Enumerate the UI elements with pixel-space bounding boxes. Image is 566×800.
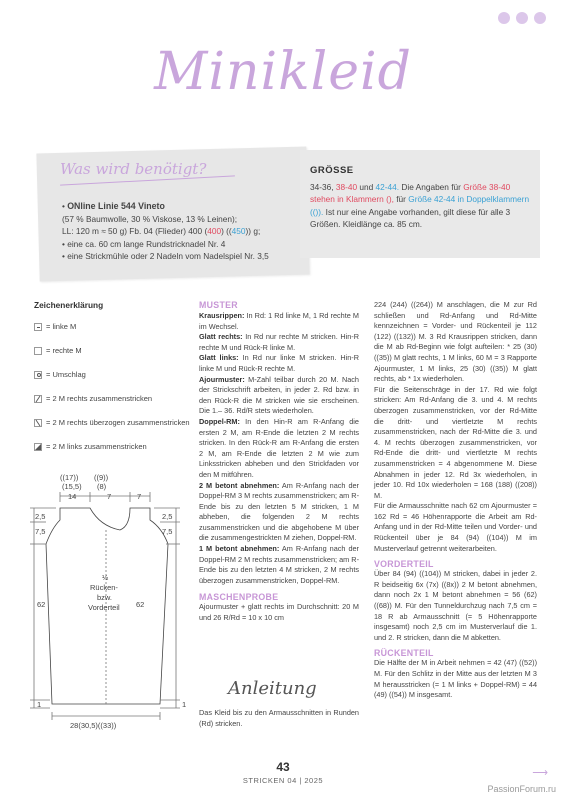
- schematic-label: 28(30,5)((33)): [70, 721, 117, 730]
- p2tog-icon: [34, 443, 42, 451]
- schematic-label: ((17)): [60, 473, 79, 482]
- k2tog-icon: [34, 395, 42, 403]
- ssk-icon: [34, 419, 42, 427]
- watermark: PassionForum.ru: [487, 784, 556, 794]
- legend-title: Zeichenerklärung: [34, 300, 104, 310]
- yarn-ball-icon: [534, 12, 546, 24]
- muster-paragraph: Ajourmuster: M-Zahl teilbar durch 20 M. Nach der Strickschrift arbeiten, in jeder 2. Rd bzw. in den Rück-R die M stricken wie sie erscheinen. Die 1.– 36. Rd/R stets wiederholen.: [199, 374, 359, 416]
- section-heading: RÜCKENTEIL: [374, 648, 434, 659]
- muster-paragraph: 1 M betont abnehmen: Am R-Anfang nach der Doppel-RM 2 M rechts zusammenstricken; am R-Ende bis zu den letzten 4 M stricken, 2 M rechts überzogen zusammenstricken, Doppel-RM.: [199, 544, 359, 585]
- page-title: Minikleid: [154, 42, 412, 102]
- schematic-label: 2,5: [35, 512, 46, 521]
- legend-item: = rechte M: [34, 346, 82, 355]
- muster-paragraph: 2 M betont abnehmen: Am R-Anfang nach der Doppel-RM 3 M rechts zusammenstricken; am R-Ende bis zu den letzten 5 M stricken, 1 M abheben, die folgenden 2 M rechts zusammenstricken und die abgehobene M über die zusammengestrickten M ziehen, Doppel-RM.: [199, 480, 359, 543]
- yarn-ball-icon: [498, 12, 510, 24]
- instruction-paragraph: 224 (244) ((264)) M anschlagen, die M zur Rd schließen und Rd-Anfang und Rd-Mitte kennzeichnen = Vorder- und Rückenteil je 112 (122) ((132)) M. 3 Rd Krausrippen stricken, dann die M ab Rd-Beginn wie folgt aufteilen: * 25 (30) ((35)) M glatt rechts, 1 M links, 60 M = 3 Rapporte Ajourmuster, 1 M links, 25 (30) ((35)) M glatt rechts, ab * 1x wiederholen.: [374, 300, 537, 384]
- section-heading: MASCHENPROBE: [199, 592, 279, 603]
- section-heading: VORDERTEIL: [374, 559, 434, 570]
- schematic-label: 14: [68, 492, 77, 501]
- anleitung-text: Das Kleid bis zu den Armausschnitten in Runden (Rd) stricken.: [199, 708, 359, 728]
- legend-item: = 2 M links zusammenstricken: [34, 442, 147, 451]
- size-text: 34-36, 38-40 und 42-44. Die Angaben für Größe 38-40 stehen in Klammern (), für Größe 42-44 in Doppelklammern (()). Ist nur eine Angabe vorhanden, gilt diese für alle 3 Größen. Kleidlänge ca. 85 cm.: [310, 182, 530, 230]
- schematic-label: bzw.: [97, 593, 113, 602]
- schematic-label: 2,5: [162, 512, 173, 521]
- muster-paragraph: Glatt rechts: In Rd nur rechte M stricken. Hin-R rechte M und Rück-R linke M.: [199, 332, 360, 352]
- instruction-paragraph: Für die Seitenschräge in der 17. Rd wie folgt stricken: Am Rd-Anfang die 3. und 4. M rechts überzogen zusammenstricken, vor der Rd-Mitte die dritt- und viertletzte M rechts zusammenstricken, nach der Rd-Mitte die 3. und 4. M rechts überzogen zusammenstricken, vor Rd-Ende die dritt- und viertletzte M rechts zusammenstricken = 4 abgenommene M. Diese Abnahmen in jeder 12. Rd 3x wiederholen, in jeder 10. Rd 10x wiederholen = 168 (188) ((208)) M.: [374, 384, 537, 500]
- knit-symbol-icon: [34, 347, 42, 355]
- size-heading: GRÖSSE: [310, 165, 354, 176]
- schematic-label: 62: [37, 600, 46, 609]
- materials-text: • ONline Linie 544 Vineto (57 % Baumwolle, 30 % Viskose, 13 % Leinen); LL: 120 m ≈ 50 g) Fb. 04 (Flieder) 400 (400) ((450)) g; • eine ca. 60 cm lange Rundstricknadel Nr. 4 • eine Strickmühle oder 2 Nadeln vom Nadelspiel Nr. 3,5: [62, 201, 269, 262]
- magazine-name: STRICKEN 04 | 2025: [242, 776, 324, 785]
- instructions-column: [374, 300, 537, 701]
- muster-paragraph: Glatt links: In Rd nur linke M stricken. Hin-R linke M und Rück-R rechte M.: [199, 353, 359, 373]
- schematic-label: (15,5): [62, 482, 82, 491]
- anleitung-heading: Anleitung: [228, 678, 317, 699]
- yarn-over-icon: [34, 371, 42, 379]
- section-heading: MUSTER: [199, 300, 238, 310]
- muster-paragraph: Doppel-RM: In den Hin-R am R-Anfang die ersten 2 M, am R-Ende die letzten 2 M rechts stricken. In den Rück-R am R-Anfang die ersten 2 M, am R-Ende die letzten 2 M wie zum Linksstricken abheben und den Strickfaden vor den M mitführen.: [199, 416, 359, 479]
- maschenprobe-text: Ajourmuster + glatt rechts im Durchschnitt: 20 M und 26 R/Rd = 10 x 10 cm: [199, 602, 359, 623]
- schematic-label: 7: [137, 492, 142, 501]
- schematic-label: 7,5: [162, 527, 173, 536]
- schematic-label: 62: [136, 600, 145, 609]
- next-arrow-icon[interactable]: ⟶: [532, 767, 548, 779]
- schematic-label: 1: [37, 700, 42, 709]
- garment-schematic: [20, 468, 200, 738]
- schematic-label: (8): [97, 482, 107, 491]
- schematic-label: 7,5: [35, 527, 46, 536]
- instruction-paragraph: Für die Armausschnitte nach 62 cm Ajourmuster = 162 Rd = 46 Höhenrapporte die Arbeit am Rd-Anfang und in der Rd-Mitte teilen und Vorder- und Rückenteil über je 84 (94) ((104)) M im Musterverlauf getrennt weiterarbeiten.: [374, 501, 537, 553]
- legend-item: = 2 M rechts zusammenstricken: [34, 394, 152, 403]
- schematic-label: Rücken-: [90, 583, 118, 592]
- schematic-label: ½: [102, 573, 109, 582]
- page-number: 43: [276, 760, 290, 774]
- instruction-paragraph: Die Hälfte der M in Arbeit nehmen = 42 (47) ((52)) M. Für den Schlitz in der Mitte aus der letzten M 3 M herausstricken (= 1 M links + Doppel-RM) = 44 (49) ((54)) M insgesamt.: [374, 658, 537, 700]
- purl-symbol-icon: [34, 323, 42, 331]
- schematic-label: 7: [107, 492, 112, 501]
- legend-item: = linke M: [34, 322, 76, 331]
- instruction-paragraph: Über 84 (94) ((104)) M stricken, dabei in jeder 2. R beidseitig 6x (7x) ((8x)) 2 M betont abnehmen, dann noch 2x 1 M betont abnehmen = 56 (62) ((68)) M. Für den Tunneldurchzug nach 7,5 cm = 18 R ab Armausschnitt (= 5 Höhenrapporte insgesamt) noch 2,5 cm im Musterverlauf die 1. und 2. R stricken, dann die M abketten.: [374, 569, 537, 642]
- muster-paragraph: Krausrippen: In Rd: 1 Rd linke M, 1 Rd rechte M im Wechsel.: [199, 311, 359, 331]
- legend-item: = 2 M rechts überzogen zusammenstricken: [34, 418, 190, 427]
- muster-section: [199, 300, 359, 624]
- materials-heading: Was wird benötigt?: [60, 160, 207, 178]
- schematic-label: 1: [182, 700, 187, 709]
- yarn-ball-icon: [516, 12, 528, 24]
- schematic-label: ((9)): [94, 473, 109, 482]
- legend-item: = Umschlag: [34, 370, 86, 379]
- schematic-label: Vorderteil: [88, 603, 120, 612]
